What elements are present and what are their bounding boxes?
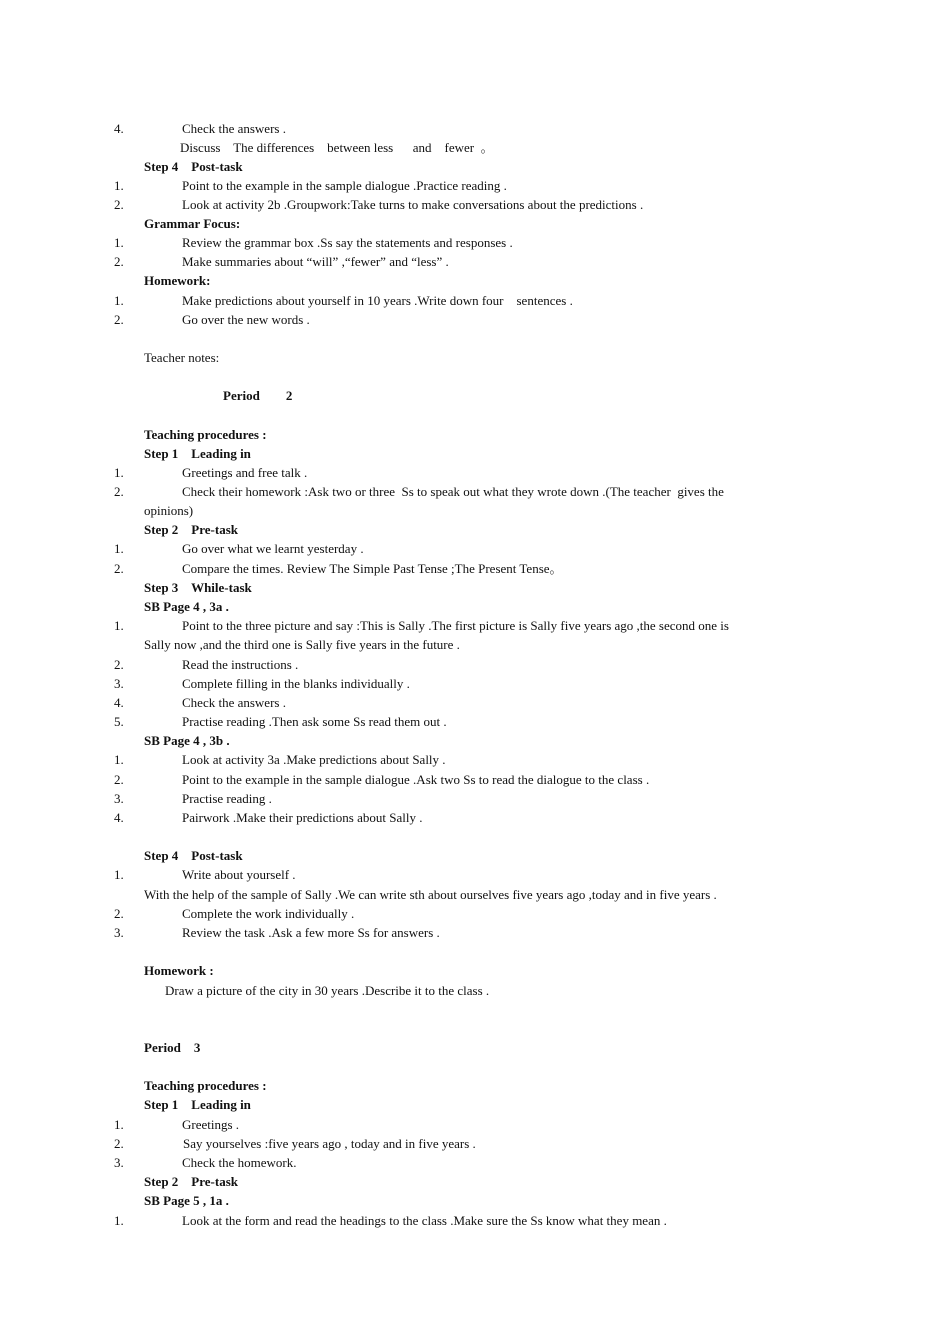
list-number: 1.: [114, 618, 124, 633]
list-number: 1.: [114, 235, 124, 250]
list-item-text: Write about yourself .: [182, 867, 296, 882]
list-item-text: Greetings .: [182, 1117, 240, 1132]
list-item-text: Pairwork .Make their predictions about Sally .: [182, 810, 423, 825]
list-number: 2.: [114, 561, 124, 576]
list-item-text: Check their homework :Ask two or three Ss to speak out what they wrote down .(The teacher gives the: [182, 484, 724, 499]
list-number: 1.: [114, 293, 124, 308]
list-number: 5.: [114, 714, 124, 729]
list-number: 3.: [114, 676, 124, 691]
list-item-text: Compare the times. Review The Simple Past Tense ;The Present Tense。: [182, 561, 563, 576]
step-heading: Step 2 Pre-task: [144, 1174, 239, 1189]
list-item-text: Go over what we learnt yesterday .: [182, 541, 364, 556]
list-item-text: Look at activity 2b .Groupwork:Take turns to make conversations about the predictions .: [182, 197, 644, 212]
list-item-text: Look at the form and read the headings to the class .Make sure the Ss know what they mean .: [182, 1213, 667, 1228]
list-item-text: Check the homework.: [182, 1155, 297, 1170]
list-number: 2.: [114, 772, 124, 787]
list-number: 2.: [114, 484, 124, 499]
list-item-text: Check the answers .: [182, 695, 286, 710]
section-heading: Homework:: [144, 273, 211, 288]
list-item-continuation: Sally now ,and the third one is Sally five years in the future .: [144, 637, 460, 652]
step-heading: Step 2 Pre-task: [144, 522, 239, 537]
list-number: 2.: [114, 657, 124, 672]
list-item-text: Review the grammar box .Ss say the statements and responses .: [182, 235, 513, 250]
list-number: 1.: [114, 465, 124, 480]
list-number: 4.: [114, 695, 124, 710]
list-number: 2.: [114, 312, 124, 327]
list-number: 3.: [114, 925, 124, 940]
step-heading: Step 4 Post-task: [144, 848, 243, 863]
list-number: 1.: [114, 1213, 124, 1228]
list-item-text: Complete the work individually .: [182, 906, 355, 921]
list-number: 2.: [114, 1136, 124, 1151]
list-item-text: Make summaries about “will” ,“fewer” and “less” .: [182, 254, 449, 269]
list-number: 1.: [114, 178, 124, 193]
list-item-text: Check the answers .: [182, 121, 286, 136]
discuss-line: Discuss The differences between less and fewer 。: [180, 140, 494, 155]
step-heading: Step 1 Leading in: [144, 446, 251, 461]
list-item-text: Go over the new words .: [182, 312, 310, 327]
list-number: 4.: [114, 121, 124, 136]
subsection-heading: SB Page 4 , 3a .: [144, 599, 229, 614]
list-item-text: Point to the example in the sample dialogue .Practice reading .: [182, 178, 507, 193]
section-heading: Teaching procedures :: [144, 427, 267, 442]
list-number: 1.: [114, 867, 124, 882]
list-item-text: Make predictions about yourself in 10 years .Write down four sentences .: [182, 293, 573, 308]
list-item-text: Look at activity 3a .Make predictions about Sally .: [182, 752, 446, 767]
section-heading: Teaching procedures :: [144, 1078, 267, 1093]
list-item-text: Practise reading .Then ask some Ss read them out .: [182, 714, 447, 729]
list-item-text: Practise reading .: [182, 791, 272, 806]
teacher-notes-label: Teacher notes:: [144, 350, 220, 365]
list-item-text: Complete filling in the blanks individually .: [182, 676, 410, 691]
list-item-text: Greetings and free talk .: [182, 465, 308, 480]
step-heading: Step 4 Post-task: [144, 159, 243, 174]
list-item-text: Point to the example in the sample dialogue .Ask two Ss to read the dialogue to the class .: [182, 772, 650, 787]
subsection-heading: SB Page 4 , 3b .: [144, 733, 230, 748]
list-item-text: Say yourselves :five years ago , today and in five years .: [183, 1136, 476, 1151]
section-heading: Homework :: [144, 963, 214, 978]
list-item-continuation: opinions): [144, 503, 194, 518]
list-number: 2.: [114, 197, 124, 212]
list-number: 1.: [114, 541, 124, 556]
period-title: Period 2: [223, 388, 293, 403]
step-heading: Step 1 Leading in: [144, 1097, 251, 1112]
homework-text: Draw a picture of the city in 30 years .Describe it to the class .: [165, 983, 490, 998]
list-number: 4.: [114, 810, 124, 825]
list-number: 3.: [114, 791, 124, 806]
paragraph-text: With the help of the sample of Sally .We can write sth about ourselves five years ago ,today and in five years .: [144, 887, 717, 902]
list-item-text: Point to the three picture and say :This is Sally .The first picture is Sally five years ago ,the second one is: [182, 618, 729, 633]
list-item-text: Read the instructions .: [182, 657, 299, 672]
list-number: 1.: [114, 1117, 124, 1132]
subsection-heading: SB Page 5 , 1a .: [144, 1193, 229, 1208]
list-number: 2.: [114, 906, 124, 921]
list-number: 2.: [114, 254, 124, 269]
list-number: 1.: [114, 752, 124, 767]
period-title: Period 3: [144, 1040, 201, 1055]
list-item-text: Review the task .Ask a few more Ss for answers .: [182, 925, 440, 940]
section-heading: Grammar Focus:: [144, 216, 241, 231]
list-number: 3.: [114, 1155, 124, 1170]
step-heading: Step 3 While-task: [144, 580, 252, 595]
